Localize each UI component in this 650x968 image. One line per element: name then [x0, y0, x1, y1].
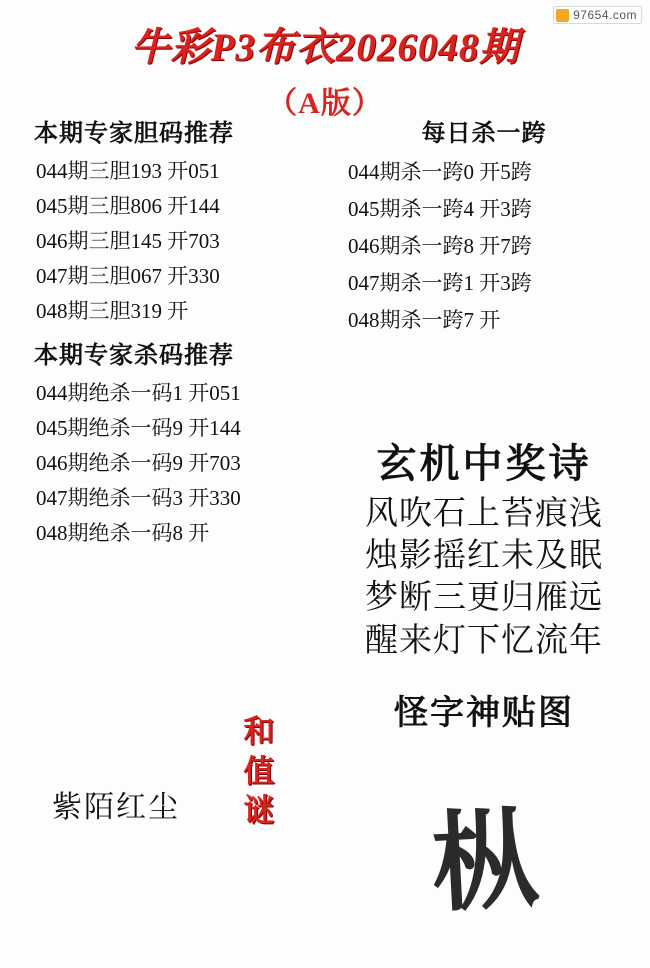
poem-line: 梦断三更归雁远 [365, 580, 603, 617]
hezhi-char: 和 [243, 714, 275, 749]
page-title: 牛彩P3布衣2026048期 [130, 26, 520, 69]
poem-line: 风吹石上苔痕浅 [365, 496, 603, 532]
list-item: 046期三胆145 开703 [36, 229, 220, 253]
list-item: 047期杀一跨1 开3跨 [348, 271, 532, 295]
hezhi-char: 谜 [243, 793, 275, 829]
daily-kuadu-heading: 每日杀一跨 [421, 121, 547, 147]
poem-line: 烛影摇红未及眠 [365, 538, 603, 575]
title-block [0, 16, 650, 122]
list-item: 046期绝杀一码9 开703 [36, 451, 241, 475]
expert-sha-heading: 本期专家杀码推荐 [34, 343, 234, 369]
list-item: 047期三胆067 开330 [36, 264, 220, 288]
list-item: 044期绝杀一码1 开051 [36, 381, 241, 405]
right-column [334, 113, 634, 339]
poem-block [334, 432, 634, 662]
left-column [34, 113, 314, 551]
list-item: 045期杀一跨4 开3跨 [348, 197, 532, 221]
list-item: 046期杀一跨8 开7跨 [348, 234, 532, 258]
page-subtitle: （A版） [267, 87, 383, 120]
strange-char-title: 怪字神贴图 [394, 695, 574, 732]
list-item: 048期杀一跨7 开 [348, 308, 501, 332]
hezhi-char: 值 [243, 753, 275, 789]
poem-title: 玄机中奖诗 [376, 441, 592, 486]
list-item: 044期三胆193 开051 [36, 159, 220, 183]
hezhi-riddle-vertical [236, 712, 282, 831]
zimo-hongchen-label: 紫陌红尘 [52, 791, 180, 824]
list-item: 047期绝杀一码3 开330 [36, 486, 241, 510]
list-item: 044期杀一跨0 开5跨 [348, 160, 532, 184]
strange-char-glyph: 枞 [428, 801, 543, 926]
list-item: 045期绝杀一码9 开144 [36, 416, 241, 440]
list-item: 045期三胆806 开144 [36, 194, 220, 218]
list-item: 048期绝杀一码8 开 [36, 521, 210, 545]
expert-dan-heading: 本期专家胆码推荐 [34, 121, 234, 147]
watermark-text: 97654.com [573, 8, 637, 22]
poem-line: 醒来灯下忆流年 [365, 622, 603, 659]
list-item: 048期三胆319 开 [36, 299, 189, 323]
